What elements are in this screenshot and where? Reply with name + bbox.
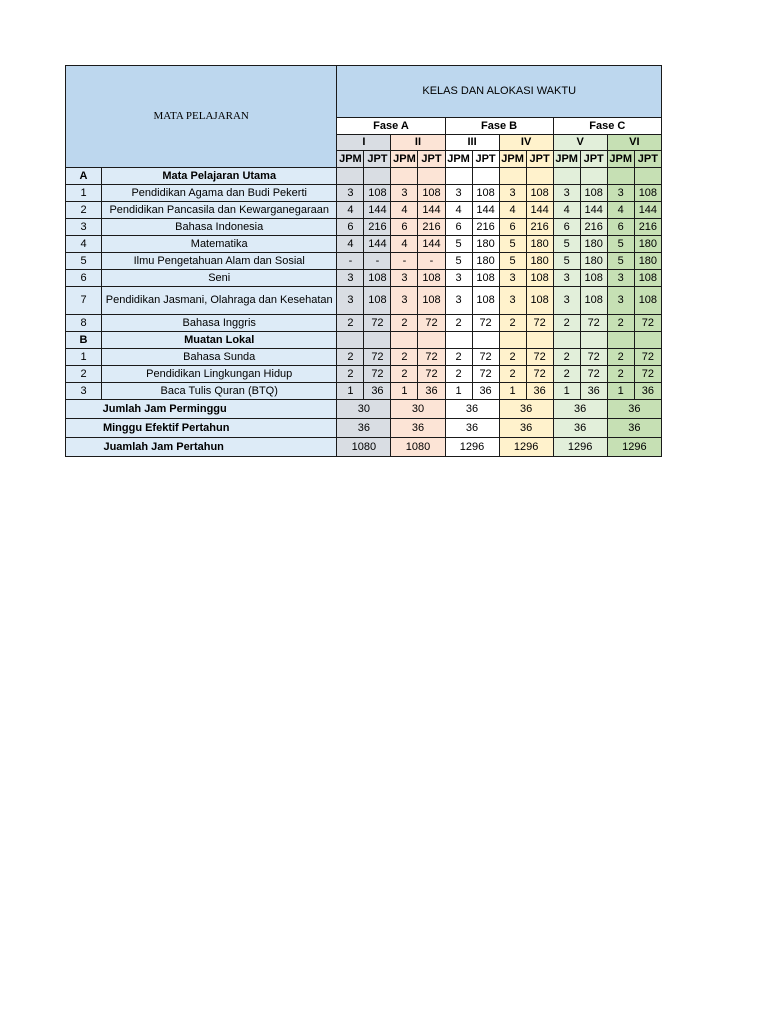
table-row [66, 219, 662, 236]
empty-cell [634, 168, 661, 185]
jpm-value: 3 [499, 270, 526, 287]
header-row-title [66, 66, 662, 118]
jpm-value: 1 [337, 383, 364, 400]
jpt-value: 108 [580, 287, 607, 315]
jpt-value: 36 [634, 383, 661, 400]
jpt-value: 72 [580, 349, 607, 366]
jpm-value: 4 [607, 202, 634, 219]
jpt-value: 144 [580, 202, 607, 219]
subject-name: Baca Tulis Quran (BTQ) [102, 383, 337, 400]
jpm-value: 2 [391, 366, 418, 383]
empty-cell [634, 332, 661, 349]
fase-c-header: Fase C [553, 118, 661, 135]
total-label: Juamlah Jam Pertahun [66, 438, 337, 457]
empty-cell [580, 332, 607, 349]
jpt-value: 72 [634, 315, 661, 332]
row-number: 1 [66, 349, 102, 366]
kelas-header-1: I [337, 135, 391, 151]
jpm-value: 3 [337, 185, 364, 202]
jpt-value: 108 [418, 185, 445, 202]
jpt-value: 72 [364, 366, 391, 383]
empty-cell [364, 168, 391, 185]
jpm-value: 2 [391, 349, 418, 366]
jpm-value: 5 [553, 236, 580, 253]
empty-cell [391, 168, 418, 185]
empty-cell [607, 332, 634, 349]
jpt-value: 216 [580, 219, 607, 236]
jpm-value: 4 [391, 236, 418, 253]
jpt-value: 180 [634, 253, 661, 270]
jpm-value: 3 [337, 287, 364, 315]
total-label: Jumlah Jam Perminggu [66, 400, 337, 419]
jpm-value: 3 [445, 185, 472, 202]
jpt-value: 72 [418, 315, 445, 332]
jpm-value: 3 [553, 185, 580, 202]
subject-name: Pendidikan Jasmani, Olahraga dan Kesehatan [102, 287, 337, 315]
subject-name: Bahasa Sunda [102, 349, 337, 366]
subject-name: Pendidikan Agama dan Budi Pekerti [102, 185, 337, 202]
jpm-value: 3 [499, 185, 526, 202]
empty-cell [337, 168, 364, 185]
empty-cell [499, 168, 526, 185]
row-number: 3 [66, 219, 102, 236]
table-row [66, 315, 662, 332]
total-value: 36 [607, 419, 661, 438]
jpt-value: 36 [580, 383, 607, 400]
fase-b-header: Fase B [445, 118, 553, 135]
jpm-value: 3 [391, 270, 418, 287]
jpt-value: 72 [526, 349, 553, 366]
jpt-value: 36 [472, 383, 499, 400]
total-value: 30 [337, 400, 391, 419]
jpm-value: 6 [445, 219, 472, 236]
jpm-value: 2 [445, 349, 472, 366]
jpm-value: 5 [445, 236, 472, 253]
jpt-value: 144 [418, 202, 445, 219]
total-value: 36 [445, 419, 499, 438]
jpm-value: 3 [607, 287, 634, 315]
total-value: 1296 [445, 438, 499, 457]
jpm-value: 6 [607, 219, 634, 236]
jpt-value: 108 [634, 287, 661, 315]
subject-name: Matematika [102, 236, 337, 253]
jpt-value: 108 [526, 270, 553, 287]
jpm-value: 2 [445, 315, 472, 332]
subject-name: Pendidikan Pancasila dan Kewarganegaraan [102, 202, 337, 219]
jpm-value: 4 [553, 202, 580, 219]
jpm-value: 3 [337, 270, 364, 287]
jpt-value: 72 [364, 349, 391, 366]
jpt-value: 144 [418, 236, 445, 253]
jpt-value: 144 [364, 236, 391, 253]
table-row [66, 349, 662, 366]
table-row [66, 185, 662, 202]
jpt-value: 36 [418, 383, 445, 400]
jpt-value: - [418, 253, 445, 270]
jpt-value: 180 [526, 236, 553, 253]
empty-cell [526, 168, 553, 185]
subject-name: Seni [102, 270, 337, 287]
section-title: Mata Pelajaran Utama [102, 168, 337, 185]
jpm-value: 3 [445, 270, 472, 287]
total-value: 1296 [499, 438, 553, 457]
table-body [66, 66, 662, 457]
jpm-value: 2 [607, 315, 634, 332]
jpt-value: 144 [526, 202, 553, 219]
jpt-value: 144 [634, 202, 661, 219]
jpm-value: 6 [499, 219, 526, 236]
row-number: 1 [66, 185, 102, 202]
jpm-value: 6 [553, 219, 580, 236]
row-number: 2 [66, 366, 102, 383]
jpt-value: 72 [418, 366, 445, 383]
subject-name: Pendidikan Lingkungan Hidup [102, 366, 337, 383]
jpt-value: 108 [526, 287, 553, 315]
jpt-value: 108 [634, 185, 661, 202]
jpt-value: 36 [364, 383, 391, 400]
total-value: 36 [499, 419, 553, 438]
table-row [66, 366, 662, 383]
row-number: 2 [66, 202, 102, 219]
mata-pelajaran-header: MATA PELAJARAN [66, 66, 337, 168]
jpm-value: 1 [607, 383, 634, 400]
total-value: 1296 [553, 438, 607, 457]
jpm-value: 2 [337, 349, 364, 366]
jpt-value: 72 [526, 315, 553, 332]
jpt-value: 72 [526, 366, 553, 383]
total-value: 36 [499, 400, 553, 419]
total-value: 1080 [391, 438, 445, 457]
jpm-value: 4 [391, 202, 418, 219]
fase-a-header: Fase A [337, 118, 445, 135]
jpt-header: JPT [364, 151, 391, 168]
empty-cell [418, 168, 445, 185]
total-value: 1296 [607, 438, 661, 457]
jpt-value: 72 [472, 315, 499, 332]
empty-cell [607, 168, 634, 185]
total-value: 36 [391, 419, 445, 438]
jpm-value: 2 [553, 366, 580, 383]
total-row [66, 438, 662, 457]
kelas-header-2: II [391, 135, 445, 151]
jpm-header: JPM [391, 151, 418, 168]
jpt-value: 72 [634, 349, 661, 366]
empty-cell [526, 332, 553, 349]
empty-cell [553, 168, 580, 185]
jpm-value: 3 [607, 270, 634, 287]
jpt-value: 108 [472, 287, 499, 315]
jpm-value: 2 [553, 349, 580, 366]
empty-cell [364, 332, 391, 349]
jpt-header: JPT [472, 151, 499, 168]
jpm-value: 1 [391, 383, 418, 400]
jpt-value: 72 [580, 366, 607, 383]
jpm-header: JPM [607, 151, 634, 168]
jpt-value: 180 [580, 253, 607, 270]
jpt-value: 108 [364, 270, 391, 287]
jpt-header: JPT [634, 151, 661, 168]
jpm-value: 5 [499, 253, 526, 270]
total-row [66, 400, 662, 419]
jpt-header: JPT [580, 151, 607, 168]
jpt-value: 180 [526, 253, 553, 270]
jpt-value: 216 [418, 219, 445, 236]
jpm-value: - [391, 253, 418, 270]
total-value: 36 [553, 400, 607, 419]
total-label: Minggu Efektif Pertahun [66, 419, 337, 438]
jpt-value: 108 [472, 270, 499, 287]
jpm-value: 2 [499, 315, 526, 332]
section-letter: B [66, 332, 102, 349]
empty-cell [472, 168, 499, 185]
jpm-value: 3 [553, 287, 580, 315]
jpm-value: 4 [499, 202, 526, 219]
jpt-value: 216 [364, 219, 391, 236]
jpm-value: 2 [337, 315, 364, 332]
jpm-value: 2 [391, 315, 418, 332]
empty-cell [418, 332, 445, 349]
jpt-value: 72 [364, 315, 391, 332]
jpt-value: 108 [580, 270, 607, 287]
jpm-value: 2 [499, 366, 526, 383]
jpt-value: 108 [580, 185, 607, 202]
empty-cell [391, 332, 418, 349]
jpm-header: JPM [337, 151, 364, 168]
jpm-value: 3 [553, 270, 580, 287]
jpm-value: 1 [445, 383, 472, 400]
total-row [66, 419, 662, 438]
jpt-value: 180 [472, 253, 499, 270]
total-value: 36 [607, 400, 661, 419]
jpt-value: 108 [364, 185, 391, 202]
subject-name: Bahasa Indonesia [102, 219, 337, 236]
total-value: 36 [445, 400, 499, 419]
row-number: 6 [66, 270, 102, 287]
jpt-header: JPT [418, 151, 445, 168]
jpm-value: 3 [391, 287, 418, 315]
kelas-header-5: V [553, 135, 607, 151]
jpt-value: 108 [418, 287, 445, 315]
jpt-header: JPT [526, 151, 553, 168]
jpm-value: 2 [607, 349, 634, 366]
empty-cell [445, 332, 472, 349]
section-header-row [66, 332, 662, 349]
total-value: 36 [337, 419, 391, 438]
jpm-value: 2 [445, 366, 472, 383]
jpt-value: 180 [472, 236, 499, 253]
row-number: 7 [66, 287, 102, 315]
jpt-value: - [364, 253, 391, 270]
jpt-value: 216 [634, 219, 661, 236]
jpm-value: 5 [607, 236, 634, 253]
empty-cell [580, 168, 607, 185]
jpm-value: 4 [337, 236, 364, 253]
empty-cell [445, 168, 472, 185]
empty-cell [553, 332, 580, 349]
jpt-value: 180 [580, 236, 607, 253]
jpm-value: 1 [499, 383, 526, 400]
jpm-value: 3 [445, 287, 472, 315]
jpm-value: 3 [391, 185, 418, 202]
table-row [66, 236, 662, 253]
empty-cell [499, 332, 526, 349]
jpt-value: 108 [418, 270, 445, 287]
jpm-value: - [337, 253, 364, 270]
jpt-value: 108 [472, 185, 499, 202]
row-number: 3 [66, 383, 102, 400]
jpm-value: 3 [607, 185, 634, 202]
jpt-value: 216 [472, 219, 499, 236]
row-number: 8 [66, 315, 102, 332]
row-number: 5 [66, 253, 102, 270]
jpm-value: 6 [391, 219, 418, 236]
row-number: 4 [66, 236, 102, 253]
jpm-value: 2 [607, 366, 634, 383]
table-row [66, 270, 662, 287]
kelas-alokasi-header: KELAS DAN ALOKASI WAKTU [337, 66, 662, 118]
jpt-value: 180 [634, 236, 661, 253]
table-row [66, 287, 662, 315]
jpm-value: 3 [499, 287, 526, 315]
kelas-header-3: III [445, 135, 499, 151]
jpm-header: JPM [499, 151, 526, 168]
jpt-value: 108 [364, 287, 391, 315]
empty-cell [472, 332, 499, 349]
table-row [66, 383, 662, 400]
jpt-value: 72 [472, 349, 499, 366]
section-letter: A [66, 168, 102, 185]
jpm-value: 1 [553, 383, 580, 400]
jpt-value: 216 [526, 219, 553, 236]
jpm-header: JPM [445, 151, 472, 168]
jpm-value: 5 [445, 253, 472, 270]
subject-name: Ilmu Pengetahuan Alam dan Sosial [102, 253, 337, 270]
section-header-row [66, 168, 662, 185]
section-title: Muatan Lokal [102, 332, 337, 349]
total-value: 1080 [337, 438, 391, 457]
table-row [66, 202, 662, 219]
table-row [66, 253, 662, 270]
jpt-value: 72 [580, 315, 607, 332]
jpt-value: 36 [526, 383, 553, 400]
jpm-value: 2 [553, 315, 580, 332]
subject-name: Bahasa Inggris [102, 315, 337, 332]
jpt-value: 144 [472, 202, 499, 219]
jpm-value: 2 [337, 366, 364, 383]
jpm-value: 4 [445, 202, 472, 219]
empty-cell [337, 332, 364, 349]
jpm-value: 5 [553, 253, 580, 270]
jpt-value: 108 [634, 270, 661, 287]
curriculum-table [65, 65, 662, 457]
jpt-value: 72 [634, 366, 661, 383]
jpm-value: 6 [337, 219, 364, 236]
kelas-header-6: VI [607, 135, 661, 151]
jpt-value: 72 [418, 349, 445, 366]
jpm-value: 4 [337, 202, 364, 219]
total-value: 30 [391, 400, 445, 419]
total-value: 36 [553, 419, 607, 438]
jpm-header: JPM [553, 151, 580, 168]
jpt-value: 72 [472, 366, 499, 383]
jpt-value: 108 [526, 185, 553, 202]
kelas-header-4: IV [499, 135, 553, 151]
jpm-value: 2 [499, 349, 526, 366]
jpm-value: 5 [499, 236, 526, 253]
jpm-value: 5 [607, 253, 634, 270]
jpt-value: 144 [364, 202, 391, 219]
